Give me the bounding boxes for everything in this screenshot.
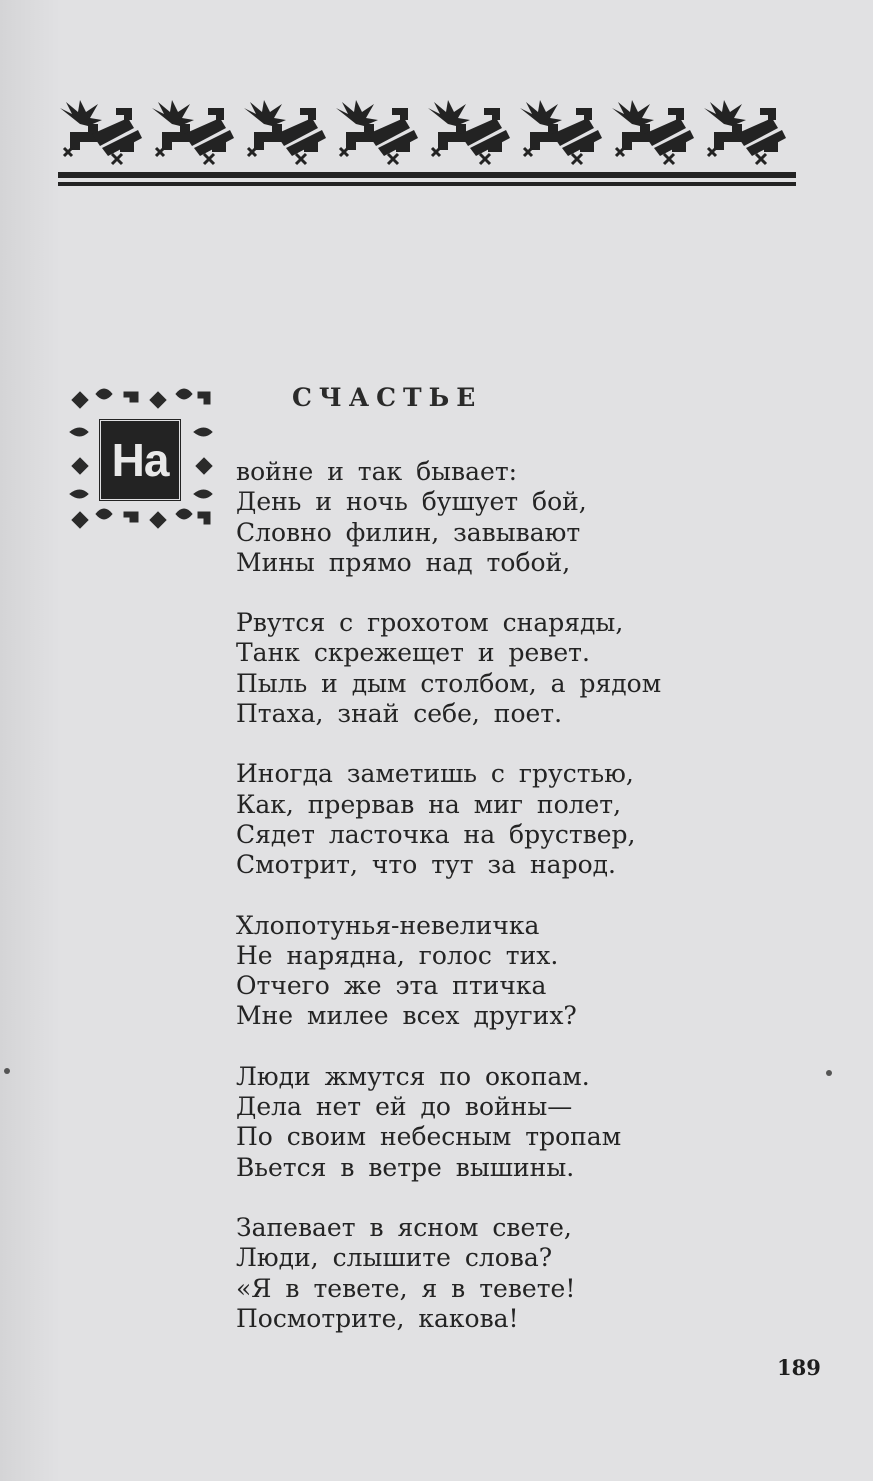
print-speck — [4, 1068, 10, 1074]
poem-line: Не нарядна, голос тих. — [236, 940, 559, 970]
poem-line: войне и так бывает: — [236, 457, 518, 486]
poem-line: Словно филин, завывают — [236, 517, 581, 547]
poem-line: Мины прямо над тобой, — [236, 547, 571, 577]
poem-line: Танк скрежещет и ревет. — [236, 638, 590, 668]
page-number: 189 — [777, 1355, 821, 1380]
poem-title: СЧАСТЬЕ — [292, 383, 483, 412]
poem-line: Птаха, знай себе, поет. — [236, 699, 563, 729]
poem-line: Иногда заметишь с грустью, — [236, 759, 634, 789]
poem-body — [236, 457, 796, 1364]
poem-line: По своим небесным тропам — [236, 1122, 622, 1152]
poem-line: «Я в тевете, я в тевете! — [236, 1273, 576, 1303]
stanza — [236, 759, 796, 880]
poem-line: Сядет ласточка на бруствер, — [236, 819, 636, 849]
poem-line: День и ночь бушует бой, — [236, 487, 587, 517]
poem-line: Как, прервав на миг полет, — [236, 789, 622, 819]
stanza — [236, 457, 796, 578]
poem-line: Хлопотунья-невеличка — [236, 910, 540, 940]
stanza — [236, 1213, 796, 1334]
poem-line: Запевает в ясном свете, — [236, 1212, 572, 1242]
page-edge-shadow — [0, 0, 60, 1481]
stanza — [236, 608, 796, 729]
print-speck — [826, 1070, 832, 1076]
stanza — [236, 911, 796, 1032]
poem-line: Мне милее всех других? — [236, 1001, 577, 1031]
poem-line: Люди, слышите слова? — [236, 1243, 553, 1273]
poem-line: Вьется в ветре вышины. — [236, 1152, 575, 1182]
poem-line: Дела нет ей до войны— — [236, 1092, 573, 1122]
poem-line: Смотрит, что тут за народ. — [236, 850, 616, 880]
poem-line: Пыль и дым столбом, а рядом — [236, 668, 662, 698]
stanza — [236, 1062, 796, 1183]
poem-line: Рвутся с грохотом снаряды, — [236, 608, 624, 638]
poem-line: Посмотрите, какова! — [236, 1303, 519, 1333]
drop-cap: На — [98, 418, 182, 502]
poem-line: Отчего же эта птичка — [236, 971, 547, 1001]
poem-line: Люди жмутся по окопам. — [236, 1061, 590, 1091]
ornament-border-icon — [58, 98, 796, 194]
